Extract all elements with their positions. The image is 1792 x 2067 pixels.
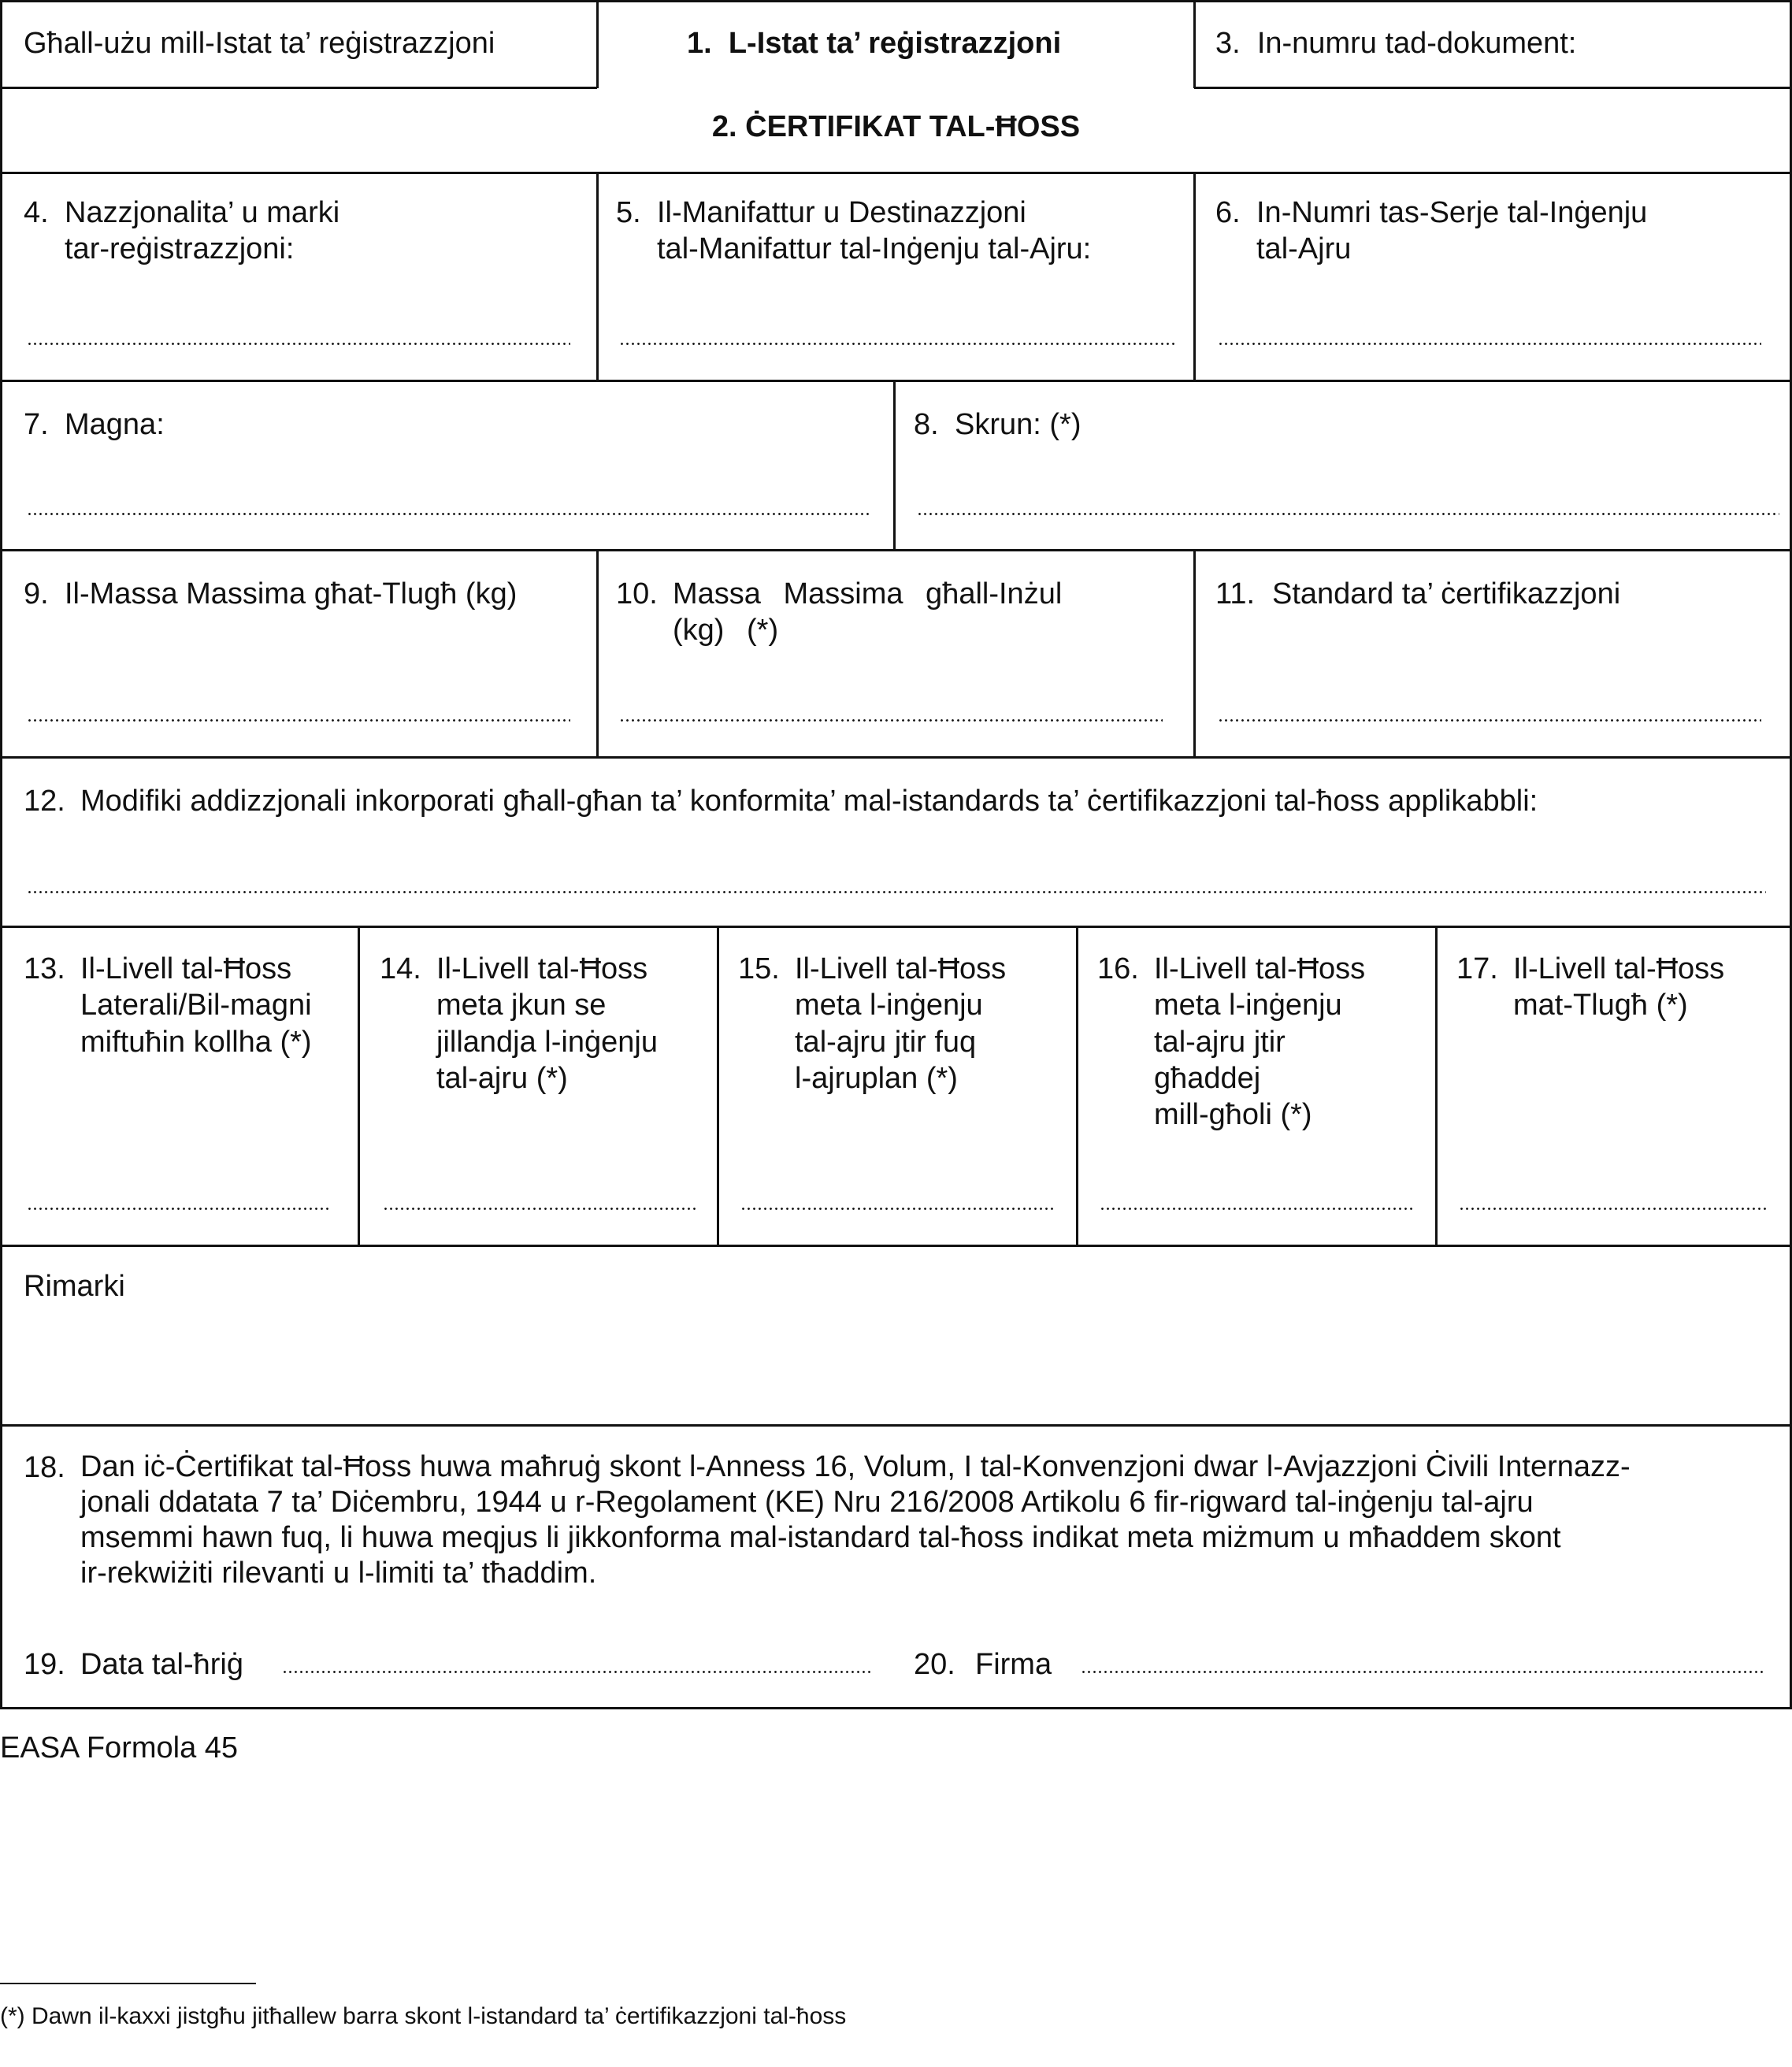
level-approach-label: Il-Livell tal-Ħoss meta jkun se jillandja l-inġenju tal-ajru (*) <box>436 952 658 1096</box>
field-nationality-label: Nazzjonalita’ u marki tar-reġistrazzjoni: <box>65 196 340 266</box>
issue-date <box>24 1646 243 1683</box>
form-border-left <box>0 0 2 1709</box>
field-serial-number <box>1215 195 1647 268</box>
level-flyover <box>1097 951 1365 1134</box>
level-flyover-number: 16. <box>1097 952 1139 985</box>
field-max-landing-mass-number: 10. <box>616 577 658 610</box>
field-serial-number-label: In-Numri tas-Serje tal-Inġenju tal-Ajru <box>1256 196 1648 266</box>
form-identifier: EASA Formola 45 <box>0 1731 239 1765</box>
field-serial-number-dotted-line[interactable] <box>1218 343 1761 345</box>
certificate-statement <box>24 1449 1631 1591</box>
field-certification-standard-number: 11. <box>1215 577 1256 610</box>
level-lateral-number: 13. <box>24 952 65 985</box>
issue-date-number: 19. <box>24 1648 65 1681</box>
field-certification-standard-label: Standard ta’ ċertifikazzjoni <box>1272 577 1621 610</box>
level-overflight-dotted-line[interactable] <box>740 1208 1056 1210</box>
level-flyover-dotted-line[interactable] <box>1100 1208 1415 1210</box>
level-lateral-dotted-line[interactable] <box>27 1208 329 1210</box>
field-manufacturer-number: 5. <box>616 196 641 229</box>
field-propeller <box>914 406 1081 443</box>
vrule-header-1 <box>596 0 599 88</box>
field-engine-dotted-line[interactable] <box>27 513 871 515</box>
level-approach-number: 14. <box>380 952 421 985</box>
field-max-landing-mass-dotted-line[interactable] <box>619 719 1163 722</box>
vrule-row9-2 <box>1193 549 1196 758</box>
signature-dotted-line[interactable] <box>1081 1671 1764 1673</box>
field-propeller-number: 8. <box>914 408 939 441</box>
vrule-header-2 <box>1193 0 1196 88</box>
field-additional-modifications-dotted-line[interactable] <box>27 891 1766 893</box>
level-approach <box>380 951 658 1097</box>
vrule-levels-2 <box>717 926 719 1246</box>
header-document-number <box>1215 25 1576 61</box>
rule-after-row12 <box>0 926 1792 928</box>
field-max-takeoff-mass-dotted-line[interactable] <box>27 719 570 722</box>
field-max-takeoff-mass-label: Il-Massa Massima għat-Tlugħ (kg) <box>65 577 518 610</box>
rule-after-row4 <box>0 380 1792 382</box>
field-max-landing-mass-label: Massa Massima għall-Inżul (kg) (*) <box>673 577 1063 648</box>
signature <box>914 1646 1052 1683</box>
field-manufacturer-label: Il-Manifattur u Destinazzjoni tal-Manifattur tal-Inġenju tal-Ajru: <box>657 196 1092 266</box>
level-overflight <box>738 951 1006 1097</box>
field-manufacturer-dotted-line[interactable] <box>619 343 1174 345</box>
issue-date-dotted-line[interactable] <box>282 1671 871 1673</box>
level-approach-dotted-line[interactable] <box>383 1208 696 1210</box>
rule-after-row9 <box>0 756 1792 759</box>
field-serial-number-number: 6. <box>1215 196 1241 229</box>
signature-number: 20. <box>914 1648 955 1681</box>
field-max-takeoff-mass-number: 9. <box>24 577 49 610</box>
header-state-use-label: Għall-użu mill-Istat ta’ reġistrazzjoni <box>24 27 495 60</box>
field-additional-modifications <box>24 783 1538 819</box>
level-takeoff-number: 17. <box>1456 952 1498 985</box>
field-additional-modifications-number: 12. <box>24 785 65 818</box>
rule-after-remarks <box>0 1424 1792 1427</box>
form-border-bottom <box>0 1707 1792 1709</box>
header-center-number: 1. <box>687 27 712 60</box>
field-manufacturer <box>616 195 1091 268</box>
vrule-row4-1 <box>596 172 599 381</box>
header-state-of-registry <box>687 25 1061 61</box>
rule-after-title <box>0 172 1792 174</box>
level-takeoff-label: Il-Livell tal-Ħoss mat-Tlugħ (*) <box>1513 952 1725 1022</box>
rule-header-right <box>1194 87 1792 89</box>
field-certification-standard <box>1215 576 1620 612</box>
certificate-statement-text: Dan iċ-Ċertifikat tal-Ħoss huwa maħruġ skont l-Anness 16, Volum, I tal-Konvenzjoni dwar l-Avjazzjoni Ċivili Internazz- jonali ddatata 7 ta’ Diċembru, 1944 u r-Regolament (KE) Nru 216/2008 Artikolu 6 fir-rigward tal-inġenju tal-ajru msemmi hawn fuq, li huwa meqjus li jikkonforma mal-istandard tal-ħoss indikat meta miżmum u mħaddem skont ir-rekwiżiti rilevanti u l-limiti ta’ tħaddim. <box>80 1450 1631 1590</box>
level-takeoff <box>1456 951 1724 1024</box>
certificate-statement-number: 18. <box>24 1451 65 1484</box>
field-propeller-label: Skrun: (*) <box>955 408 1082 441</box>
field-engine-number: 7. <box>24 408 49 441</box>
rule-header-left <box>0 87 597 89</box>
field-engine <box>24 406 165 443</box>
field-engine-label: Magna: <box>65 408 165 441</box>
header-center-label: L-Istat ta’ reġistrazzjoni <box>728 27 1062 60</box>
level-overflight-label: Il-Livell tal-Ħoss meta l-inġenju tal-ajru jtir fuq l-ajruplan (*) <box>795 952 1007 1096</box>
level-lateral <box>24 951 312 1060</box>
level-lateral-label: Il-Livell tal-Ħoss Laterali/Bil-magni miftuħin kollha (*) <box>80 952 312 1059</box>
form-title: 2. ĊERTIFIKAT TAL-ĦOSS <box>711 110 1081 143</box>
form-border-top <box>0 0 1792 2</box>
field-max-takeoff-mass <box>24 576 517 612</box>
field-nationality-dotted-line[interactable] <box>27 343 570 345</box>
issue-date-label: Data tal-ħriġ <box>80 1648 243 1681</box>
field-max-landing-mass <box>616 576 1062 649</box>
vrule-row7 <box>893 380 896 551</box>
field-certification-standard-dotted-line[interactable] <box>1218 719 1761 722</box>
level-takeoff-dotted-line[interactable] <box>1459 1208 1766 1210</box>
remarks-label: Rimarki <box>24 1270 125 1303</box>
level-overflight-number: 15. <box>738 952 780 985</box>
footnote-rule <box>0 1983 256 1984</box>
vrule-row9-1 <box>596 549 599 758</box>
header-right-label: In-numru tad-dokument: <box>1256 27 1577 60</box>
field-nationality <box>24 195 339 268</box>
vrule-row4-2 <box>1193 172 1196 381</box>
field-additional-modifications-label: Modifiki addizzjonali inkorporati għall-għan ta’ konformita’ mal-istandards ta’ ċertifikazzjoni tal-ħoss applikabbli: <box>80 785 1538 818</box>
rule-after-row7 <box>0 549 1792 551</box>
signature-label: Firma <box>975 1648 1052 1681</box>
vrule-levels-1 <box>358 926 360 1246</box>
vrule-levels-3 <box>1076 926 1078 1246</box>
header-right-number: 3. <box>1215 27 1241 60</box>
vrule-levels-4 <box>1435 926 1438 1246</box>
footnote-text: (*) Dawn il-kaxxi jistgħu jitħallew barra skont l-istandard ta’ ċertifikazzjoni tal-ħoss <box>0 2003 847 2029</box>
level-flyover-label: Il-Livell tal-Ħoss meta l-inġenju tal-ajru jtir għaddej mill-għoli (*) <box>1154 952 1366 1132</box>
field-propeller-dotted-line[interactable] <box>917 513 1779 515</box>
field-nationality-number: 4. <box>24 196 49 229</box>
rule-after-levels <box>0 1245 1792 1247</box>
